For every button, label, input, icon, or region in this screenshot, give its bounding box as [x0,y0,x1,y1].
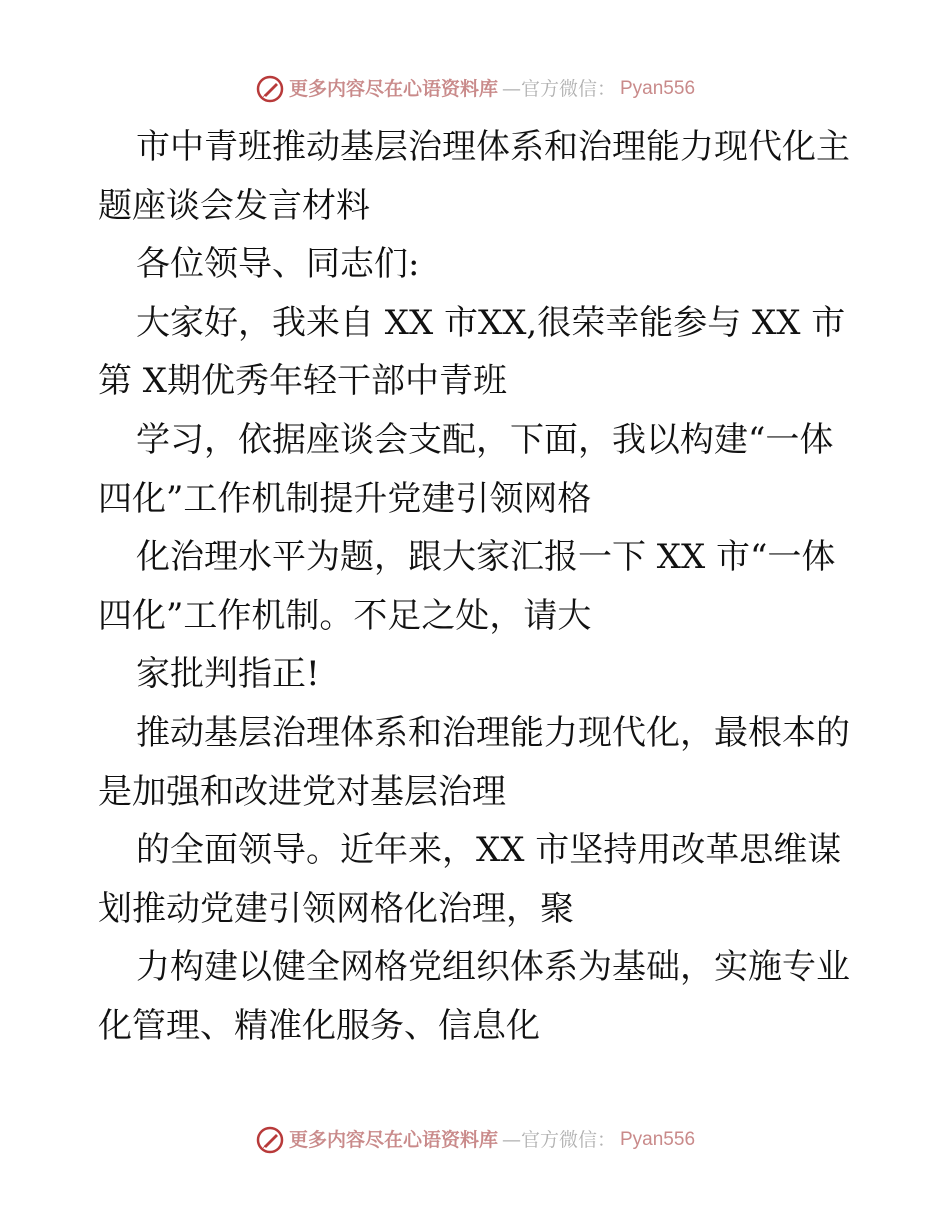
watermark-id: Pyan556 [620,78,696,99]
watermark-label: —官方微信： [501,1129,616,1151]
footer-watermark [0,1125,950,1155]
quill-logo-icon [255,74,285,104]
watermark-label: —官方微信： [501,78,616,100]
quill-logo-icon [255,1125,285,1155]
watermark-id: Pyan556 [620,1129,696,1150]
paragraph: 家批判指正! [136,654,320,695]
salutation: 各位领导、同志们: [136,244,420,285]
paragraph: 化治理水平为题，跟大家汇报一下 XX 市“一体四化”工作机制。不足之处，请大 [98,537,836,636]
doc-title: 市中青班推动基层治理体系和治理能力现代化主题座谈会发言材料 [98,127,850,226]
paragraph: 推动基层治理体系和治理能力现代化，最根本的是加强和改进党对基层治理 [98,712,850,812]
paragraph: 力构建以健全网格党组织体系为基础，实施专业化管理、精准化服务、信息化 [98,947,850,1046]
paragraph: 学习，依据座谈会支配，下面，我以构建“一体四化”工作机制提升党建引领网格 [98,419,834,519]
watermark-title: 更多内容尽在心语资料库 [288,1129,498,1151]
watermark-title: 更多内容尽在心语资料库 [288,78,498,100]
paragraph: 大家好，我来自 XX 市XX,很荣幸能参与 XX 市第 X期优秀年轻干部中青班 [98,302,846,402]
header-watermark [0,74,950,104]
paragraph: 的全面领导。近年来，XX 市坚持用改革思维谋划推动党建引领网格化治理，聚 [98,830,842,929]
document-body [98,118,858,1056]
